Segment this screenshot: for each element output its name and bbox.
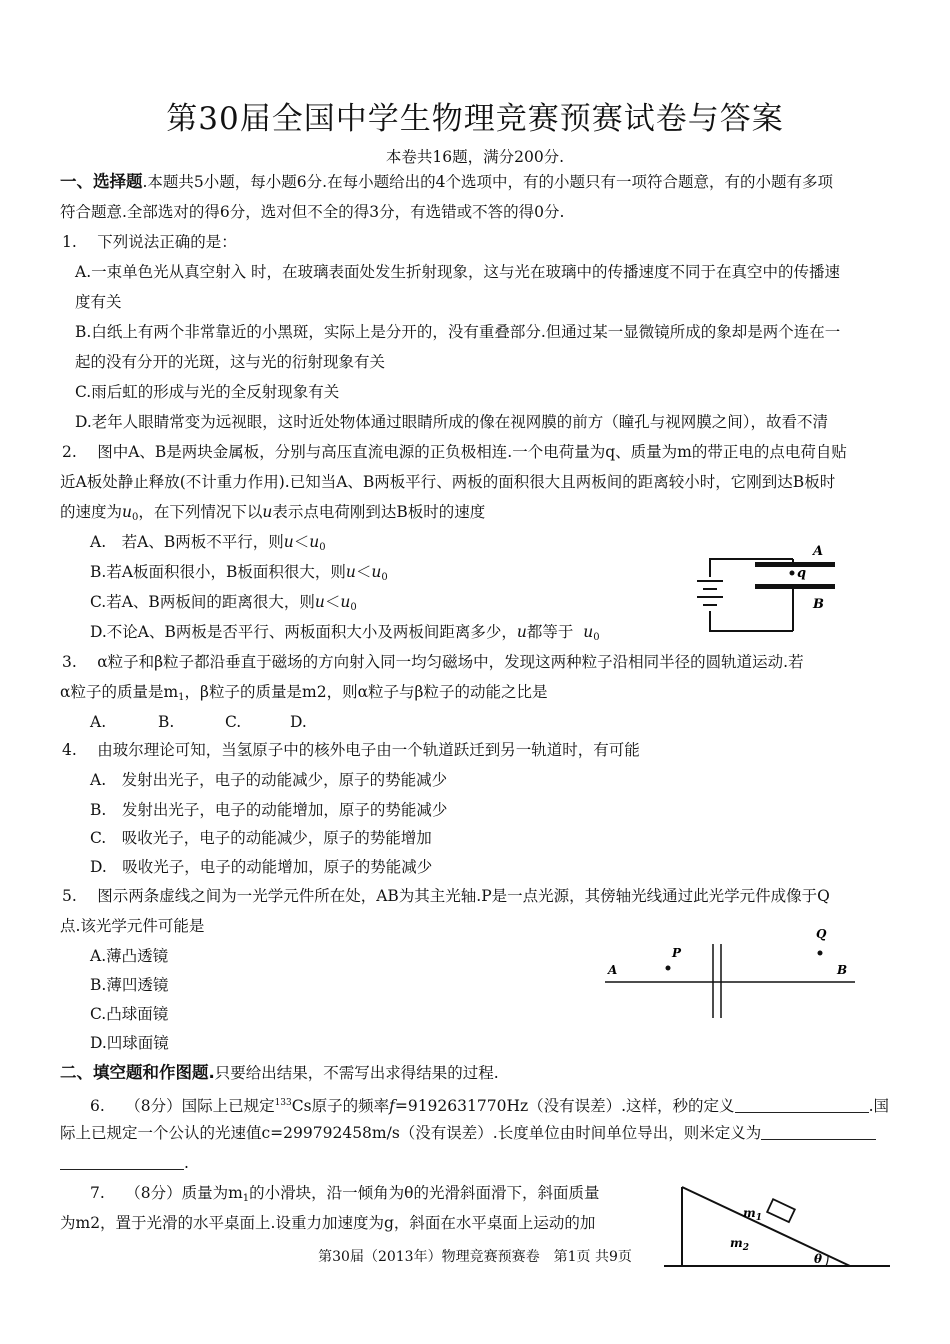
q5-stem-line2: 点.该光学元件可能是 (60, 917, 205, 935)
q2-plate-b (755, 584, 835, 589)
q4-option-d: D. 吸收光子，电子的动能增加，原子的势能减少 (90, 858, 433, 876)
q3-stem-line1: 3. α粒子和β粒子都沿垂直于磁场的方向射入同一均匀磁场中，发现这两种粒子沿相同半径的圆轨道运动.若 (62, 653, 804, 671)
section2-intro: 二、填空题和作图题.只要给出结果，不需写出求得结果的过程. (60, 1063, 499, 1082)
q2-point-charge (790, 571, 795, 576)
q2-plate-a (755, 562, 835, 567)
q5-optics-figure (600, 920, 860, 1020)
page-footer: 第30届（2013年）物理竞赛预赛卷 第1页 共9页 (318, 1249, 632, 1265)
q4-option-b: B. 发射出光子，电子的动能增加，原子的势能减少 (90, 801, 448, 819)
q6-line3: . (60, 1153, 189, 1173)
q6-blank-meter-part1[interactable] (761, 1124, 876, 1140)
q1-option-a-line2: 度有关 (75, 293, 122, 311)
q6-line2: 际上已规定一个公认的光速值c=299792458m/s（没有误差）.长度单位由时间单位导出，则米定义为 (60, 1123, 876, 1143)
q2-stem-line3: 的速度为$u_0$，在下列情况下以u表示点电荷刚到达B板时的速度 (60, 503, 486, 523)
q5-option-a: A.薄凸透镜 (90, 947, 169, 965)
q2-option-b: B.若A板面积很小，B板面积很大，则$u<u_0$ (90, 563, 388, 583)
q5-option-d: D.凹球面镜 (90, 1034, 169, 1052)
q5-option-b: B.薄凹透镜 (90, 976, 169, 994)
page-title: 第30届全国中学生物理竞赛预赛试卷与答案 (166, 101, 784, 137)
section2-heading: 二、填空题和作图题. (60, 1063, 215, 1082)
q1-option-c: C.雨后虹的形成与光的全反射现象有关 (75, 383, 340, 401)
q7-label-m2: $m_2$ (730, 1236, 749, 1253)
q1-stem: 1. 下列说法正确的是： (62, 233, 237, 251)
q5-label-b: B (837, 963, 848, 977)
q2-stem-line1: 2. 图中A、B是两块金属板，分别与高压直流电源的正负极相连.一个电荷量为q、质量为m的带正电的点电荷自贴 (62, 443, 847, 461)
q4-stem: 4. 由玻尔理论可知，当氢原子中的核外电子由一个轨道跃迁到另一轨道时，有可能 (62, 741, 640, 759)
q2-option-a: A. 若A、B两板不平行，则$u<u_0$ (90, 533, 326, 553)
q7-line2: 为m2，置于光滑的水平桌面上.设重力加速度为g，斜面在水平桌面上运动的加 (60, 1214, 596, 1232)
q4-option-a: A. 发射出光子，电子的动能减少，原子的势能减少 (90, 771, 448, 789)
q2-plates-figure (675, 525, 845, 637)
q3-option-c: C. (225, 713, 242, 731)
q2-label-a: A (813, 544, 824, 559)
q1-option-b-line2: 起的没有分开的光斑，这与光的衍射现象有关 (75, 353, 386, 371)
q6-blank-meter-part2[interactable] (60, 1154, 184, 1170)
q1-option-d: D.老年人眼睛常变为远视眼，这时近处物体通过眼睛所成的像在视网膜的前方（瞳孔与视网膜之间），故看不清 (75, 413, 829, 431)
q5-point-q (818, 951, 823, 956)
q5-label-a: A (608, 963, 618, 977)
q7-block-m1 (767, 1199, 795, 1222)
q6-blank-second[interactable] (735, 1097, 869, 1113)
q2-stem-line2: 近A板处静止释放(不计重力作用).已知当A、B两板平行、两板的面积很大且两板间的距离较小时，它刚到达B板时 (60, 473, 836, 491)
q1-option-a-line1: A.一束单色光从真空射入 时，在玻璃表面处发生折射现象，这与光在玻璃中的传播速度不同于在真空中的传播速 (75, 263, 841, 281)
q7-label-m1: $m_1$ (743, 1206, 762, 1223)
q5-label-p: P (672, 946, 682, 960)
q2-option-c: C.若A、B两板间的距离很大，则$u<u_0$ (90, 593, 357, 613)
q7-line1: 7. （8分）质量为$m_1$的小滑块，沿一倾角为θ的光滑斜面滑下，斜面质量 (90, 1184, 600, 1204)
section1-intro-line2: 符合题意.全部选对的得6分，选对但不全的得3分，有选错或不答的得0分. (60, 203, 565, 221)
q5-label-q: Q (816, 927, 827, 941)
q7-label-theta: θ (814, 1252, 823, 1266)
section1-intro-line1: 一、选择题.本题共5小题，每小题6分.在每小题给出的4个选项中，有的小题只有一项符合题意，有的小题有多项 (60, 172, 833, 191)
q2-option-d: D.不论A、B两板是否平行、两板面积大小及两板间距离多少，u都等于 $u_0$ (90, 623, 600, 643)
q5-option-c: C.凸球面镜 (90, 1005, 169, 1023)
q3-option-b: B. (158, 713, 175, 731)
q4-option-c: C. 吸收光子，电子的动能减少，原子的势能增加 (90, 829, 432, 847)
q6-line1: 6. （8分）国际上已规定$^{133}$Cs原子的频率f=9192631770Hz（没有误差）.这样，秒的定义 .国 (90, 1097, 889, 1115)
q3-option-a: A. (90, 713, 107, 731)
q3-stem-line2: α粒子的质量是$m_1$，β粒子的质量是m2，则α粒子与β粒子的动能之比是 (60, 683, 548, 703)
q2-battery (695, 577, 725, 611)
q5-stem-line1: 5. 图示两条虚线之间为一光学元件所在处，AB为其主光轴.P是一点光源，其傍轴光线通过此光学元件成像于Q (62, 887, 830, 905)
section1-heading: 一、选择题 (60, 172, 143, 191)
q5-point-p (666, 966, 671, 971)
q3-option-d: D. (290, 713, 307, 731)
q1-option-b-line1: B.白纸上有两个非常靠近的小黑斑，实际上是分开的，没有重叠部分.但通过某一显微镜所成的象却是两个连在一 (75, 323, 841, 341)
q2-label-q: q (797, 566, 807, 581)
q2-label-b: B (813, 597, 824, 612)
page-subtitle: 本卷共16题，满分200分. (385, 148, 565, 166)
